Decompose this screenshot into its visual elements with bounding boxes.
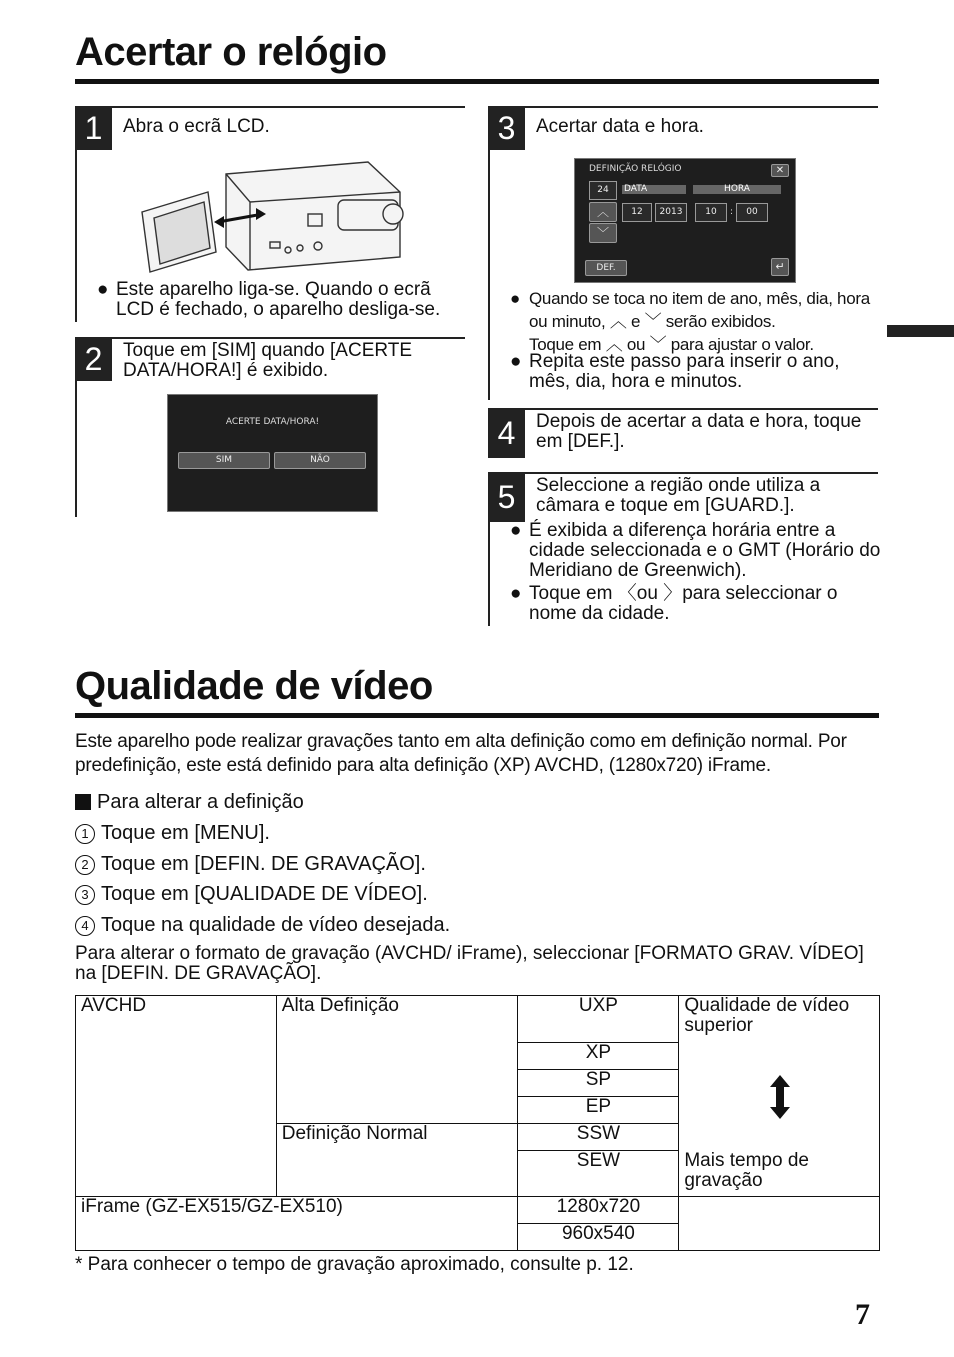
up-chevron-icon: ︿ <box>609 312 627 331</box>
quality-bottom-label: Mais tempo de gravação <box>684 1150 809 1191</box>
step-1-bullet: ● Este aparelho liga-se. Quando o ecrã LCD é fechado, o aparelho desliga-se. <box>97 279 441 320</box>
section-title-clock: Acertar o relógio <box>75 30 387 74</box>
mode-sew: SEW <box>518 1151 679 1197</box>
change-step-3: 3 Toque em [QUALIDADE DE VÍDEO]. <box>75 882 428 906</box>
iframe-mode-1280: 1280x720 <box>518 1197 679 1224</box>
mode-sp: SP <box>518 1070 679 1097</box>
step-number: 1 <box>75 106 112 150</box>
left-chevron-icon: 〈 <box>617 583 637 604</box>
prompt-message: ACERTE DATA/HORA! <box>225 417 320 427</box>
mode-ssw: SSW <box>518 1124 679 1151</box>
bullet-dot-icon: ● <box>97 279 109 300</box>
step-text: Seleccione a região onde utiliza a câmara e toque em [GUARD.]. <box>536 475 821 516</box>
right-chevron-icon: 〉 <box>663 583 683 604</box>
side-tab-marker <box>887 325 954 337</box>
step-4 <box>488 408 878 458</box>
bullet-dot-icon: ● <box>510 583 522 604</box>
down-chevron-icon: ﹀ <box>649 335 667 354</box>
double-arrow-icon <box>770 1075 790 1119</box>
yes-button[interactable]: SIM <box>178 452 270 469</box>
year-field[interactable]: 2013 <box>655 203 687 222</box>
step-5-bullet-2: ● Toque em 〈ou 〉para seleccionar o nome da cidade. <box>510 583 838 624</box>
up-arrow-button[interactable]: ︿ <box>589 202 617 222</box>
time-colon: : <box>730 207 734 217</box>
section-title-video-quality: Qualidade de vídeo <box>75 664 433 708</box>
mode-xp: XP <box>518 1043 679 1070</box>
hour-field[interactable]: 10 <box>695 203 727 222</box>
change-heading: Para alterar a definição <box>75 790 304 814</box>
down-chevron-icon: ﹀ <box>644 312 662 331</box>
step-text: Abra o ecrã LCD. <box>123 116 270 137</box>
set-button[interactable]: DEF. <box>585 260 627 276</box>
iframe-cell: iFrame (GZ-EX515/GZ-EX510) <box>76 1197 518 1251</box>
circled-number-icon: 2 <box>75 855 95 875</box>
circled-number-icon: 3 <box>75 885 95 905</box>
step-text: Toque em [SIM] quando [ACERTE DATA/HORA!] é exibido. <box>123 340 413 381</box>
quality-scale-cell <box>679 996 880 1197</box>
date-label: DATA <box>622 185 686 194</box>
page-number: 7 <box>855 1298 870 1331</box>
step-text: Depois de acertar a data e hora, toque em [DEF.]. <box>536 411 862 452</box>
change-step-2: 2 Toque em [DEFIN. DE GRAVAÇÃO]. <box>75 852 426 876</box>
step-number: 2 <box>75 337 112 381</box>
step-3-sideline <box>488 150 490 400</box>
up-chevron-icon: ︿ <box>605 335 623 354</box>
square-bullet-icon <box>75 794 91 810</box>
avchd-cell: AVCHD <box>76 996 277 1197</box>
camcorder-illustration <box>138 152 406 277</box>
bullet-dot-icon: ● <box>510 520 522 541</box>
step-5-bullet-1: ● É exibida a diferença horária entre a cidade seleccionada e o GMT (Horário do Meridiano de Greenwich). <box>510 520 881 581</box>
title-rule <box>75 79 879 84</box>
intro-paragraph: Este aparelho pode realizar gravações tanto em alta definição como em definição normal. Por predefinição, este está definido para alta definição (XP) AVCHD, (1280x720) iFrame. <box>75 731 847 776</box>
format-note: Para alterar o formato de gravação (AVCHD/ iFrame), seleccionar [FORMATO GRAV. VÍDEO] na [DEFIN. DE GRAVAÇÃO]. <box>75 943 864 984</box>
iframe-mode-960: 960x540 <box>518 1224 679 1251</box>
high-def-cell: Alta Definição <box>276 996 518 1124</box>
bullet-dot-icon: ● <box>510 289 520 308</box>
minute-field[interactable]: 00 <box>736 203 768 222</box>
bullet-dot-icon: ● <box>510 351 522 372</box>
day-field[interactable]: 24 <box>589 181 617 200</box>
mode-uxp: UXP <box>518 996 679 1043</box>
close-icon[interactable]: ✕ <box>771 164 789 177</box>
step-text: Acertar data e hora. <box>536 116 704 137</box>
change-step-1: 1 Toque em [MENU]. <box>75 821 270 845</box>
circled-number-icon: 4 <box>75 916 95 936</box>
down-arrow-button[interactable]: ﹀ <box>589 223 617 243</box>
no-button[interactable]: NÃO <box>274 452 366 469</box>
footnote: * Para conhecer o tempo de gravação aproximado, consulte p. 12. <box>75 1254 634 1275</box>
mode-ep: EP <box>518 1097 679 1124</box>
step-3-bullet-2: ● Repita este passo para inserir o ano, mês, dia, hora e minutos. <box>510 351 840 392</box>
clock-setting-screen <box>574 158 796 283</box>
normal-def-cell: Definição Normal <box>276 1124 518 1197</box>
iframe-empty-cell <box>679 1197 880 1251</box>
date-prompt-screen <box>167 394 378 512</box>
step-number: 5 <box>488 472 525 522</box>
step-number: 3 <box>488 106 525 150</box>
return-icon[interactable]: ↵ <box>771 258 789 276</box>
change-step-4: 4 Toque na qualidade de vídeo desejada. <box>75 913 450 937</box>
quality-top-label: Qualidade de vídeo superior <box>684 995 850 1036</box>
circled-number-icon: 1 <box>75 824 95 844</box>
video-quality-table <box>75 995 880 1251</box>
step-3-bullet-1: ● Quando se toca no item de ano, mês, dia, hora ou minuto, ︿ e ﹀ serão exibidos. Toque em ︿ ou ﹀ para ajustar o valor. <box>510 289 870 354</box>
screen-header: DEFINIÇÃO RELÓGIO <box>589 164 682 174</box>
month-field[interactable]: 12 <box>622 203 652 222</box>
time-label: HORA <box>693 185 781 194</box>
title-rule <box>75 713 879 718</box>
step-number: 4 <box>488 408 525 458</box>
